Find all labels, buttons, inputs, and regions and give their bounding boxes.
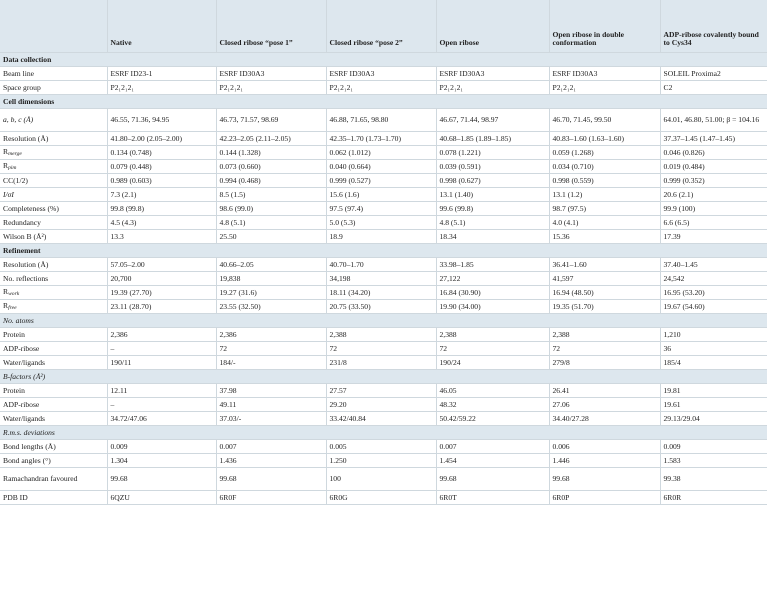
table-cell: 37.98	[216, 384, 326, 398]
table-cell: 26.41	[549, 384, 660, 398]
table-cell: 2,388	[436, 328, 549, 342]
table-cell: 36.41–1.60	[549, 258, 660, 272]
table-cell: 40.83–1.60 (1.63–1.60)	[549, 132, 660, 146]
table-cell: ESRF ID30A3	[436, 67, 549, 81]
table-cell: 34,198	[326, 272, 436, 286]
table-cell: 13.3	[107, 230, 216, 244]
column-header: Open ribose in double conformation	[549, 0, 660, 53]
table-cell: 20.75 (33.50)	[326, 300, 436, 314]
row-label-text: R	[3, 286, 9, 296]
table-cell: 46.70, 71.45, 99.50	[549, 109, 660, 132]
row-label-subscript: free	[8, 304, 17, 311]
table-cell: 7.3 (2.1)	[107, 188, 216, 202]
row-label-subscript: merge	[8, 150, 22, 157]
row-label	[0, 109, 107, 132]
table-cell: 0.034 (0.710)	[549, 160, 660, 174]
table-cell: 20.6 (2.1)	[660, 188, 767, 202]
table-cell: 4.8 (5.1)	[436, 216, 549, 230]
table-cell: 19.67 (54.60)	[660, 300, 767, 314]
table-cell: 99.38	[660, 468, 767, 491]
section-header-row	[0, 370, 767, 384]
row-label-text: Space group	[3, 82, 41, 92]
table-cell: –	[107, 342, 216, 356]
table-cell: 1.304	[107, 454, 216, 468]
section-header-row	[0, 53, 767, 67]
table-cell: ESRF ID30A3	[326, 67, 436, 81]
table-cell: 1.436	[216, 454, 326, 468]
row-label	[0, 188, 107, 202]
table-cell: 25.50	[216, 230, 326, 244]
table-cell: 0.994 (0.468)	[216, 174, 326, 188]
table-cell: 0.078 (1.221)	[436, 146, 549, 160]
table-cell: 190/24	[436, 356, 549, 370]
table-cell: 6R0G	[326, 491, 436, 505]
table-cell: SOLEIL Proxima2	[660, 67, 767, 81]
section-title: B-factors (Å²)	[0, 370, 767, 384]
table-row	[0, 491, 767, 505]
table-row	[0, 202, 767, 216]
table-row	[0, 300, 767, 314]
table-row	[0, 342, 767, 356]
table-cell: 18.34	[436, 230, 549, 244]
table-cell: 2,386	[216, 328, 326, 342]
table-cell: P2₁2₁2₁	[216, 81, 326, 95]
table-cell: 37.40–1.45	[660, 258, 767, 272]
table-cell: 6R0F	[216, 491, 326, 505]
table-cell: 19.35 (51.70)	[549, 300, 660, 314]
table-cell: 0.144 (1.328)	[216, 146, 326, 160]
table-row	[0, 109, 767, 132]
table-cell: 15.6 (1.6)	[326, 188, 436, 202]
table-cell: 1,210	[660, 328, 767, 342]
table-cell: 36	[660, 342, 767, 356]
table-row	[0, 160, 767, 174]
table-cell: 27,122	[436, 272, 549, 286]
table-row	[0, 412, 767, 426]
table-cell: 18.11 (34.20)	[326, 286, 436, 300]
table-cell: 19.61	[660, 398, 767, 412]
row-label	[0, 300, 107, 314]
table-cell: 46.67, 71.44, 98.97	[436, 109, 549, 132]
table-cell: ESRF ID30A3	[549, 67, 660, 81]
table-cell: 185/4	[660, 356, 767, 370]
section-header-row	[0, 426, 767, 440]
table-cell: 16.95 (53.20)	[660, 286, 767, 300]
table-cell: 20,700	[107, 272, 216, 286]
row-label-text: R	[3, 160, 9, 170]
table-cell: 98.6 (99.0)	[216, 202, 326, 216]
table-cell: 34.40/27.28	[549, 412, 660, 426]
table-row	[0, 67, 767, 81]
table-cell: 48.32	[436, 398, 549, 412]
table-cell: 42.35–1.70 (1.73–1.70)	[326, 132, 436, 146]
table-cell: 23.11 (28.70)	[107, 300, 216, 314]
row-label	[0, 272, 107, 286]
table-cell: 231/8	[326, 356, 436, 370]
table-cell: 0.079 (0.448)	[107, 160, 216, 174]
table-row	[0, 216, 767, 230]
table-cell: 42.23–2.05 (2.11–2.05)	[216, 132, 326, 146]
table-cell: 0.999 (0.527)	[326, 174, 436, 188]
row-label	[0, 342, 107, 356]
table-cell: 8.5 (1.5)	[216, 188, 326, 202]
table-cell: 0.005	[326, 440, 436, 454]
row-label	[0, 216, 107, 230]
table-cell: 72	[549, 342, 660, 356]
table-cell: 46.55, 71.36, 94.95	[107, 109, 216, 132]
table-cell: 0.046 (0.826)	[660, 146, 767, 160]
table-row	[0, 146, 767, 160]
table-cell: 0.009	[107, 440, 216, 454]
row-label-text: Bond angles (°)	[3, 455, 51, 465]
column-header: ADP-ribose covalently bound to Cys34	[660, 0, 767, 53]
table-cell: 6.6 (6.5)	[660, 216, 767, 230]
row-label	[0, 132, 107, 146]
row-label-text: R	[3, 146, 9, 156]
row-label-text: Beam line	[3, 68, 34, 78]
row-label-text: Resolution (Å)	[3, 259, 49, 269]
table-cell: 6R0T	[436, 491, 549, 505]
table-cell: 2,388	[326, 328, 436, 342]
table-cell: 1.583	[660, 454, 767, 468]
table-cell: 17.39	[660, 230, 767, 244]
table-cell: C2	[660, 81, 767, 95]
table-cell: 13.1 (1.40)	[436, 188, 549, 202]
row-label-text: Redundancy	[3, 217, 41, 227]
column-header: Closed ribose “pose 2”	[326, 0, 436, 53]
table-cell: 0.073 (0.660)	[216, 160, 326, 174]
table-cell: 46.88, 71.65, 98.80	[326, 109, 436, 132]
table-cell: 23.55 (32.50)	[216, 300, 326, 314]
table-cell: 184/-	[216, 356, 326, 370]
table-cell: –	[107, 398, 216, 412]
table-cell: 49.11	[216, 398, 326, 412]
table-cell: 19,838	[216, 272, 326, 286]
table-cell: 5.0 (5.3)	[326, 216, 436, 230]
table-row	[0, 230, 767, 244]
table-row	[0, 398, 767, 412]
table-cell: 99.68	[436, 468, 549, 491]
row-label	[0, 356, 107, 370]
table-cell: 0.059 (1.268)	[549, 146, 660, 160]
table-cell: 41.80–2.00 (2.05–2.00)	[107, 132, 216, 146]
table-cell: 19.90 (34.00)	[436, 300, 549, 314]
row-label-text: Wilson B (Å²)	[3, 231, 47, 241]
table-row	[0, 468, 767, 491]
row-label-text: Completeness (%)	[3, 203, 59, 213]
row-label	[0, 328, 107, 342]
table-cell: 27.57	[326, 384, 436, 398]
table-cell: 19.39 (27.70)	[107, 286, 216, 300]
table-cell: 13.1 (1.2)	[549, 188, 660, 202]
table-cell: 40.70–1.70	[326, 258, 436, 272]
row-label-subscript: pim	[8, 164, 17, 171]
table-row	[0, 440, 767, 454]
column-header	[0, 0, 107, 53]
table-row	[0, 188, 767, 202]
table-cell: 4.0 (4.1)	[549, 216, 660, 230]
row-label-subscript: work	[8, 290, 20, 297]
table-cell: 0.019 (0.484)	[660, 160, 767, 174]
table-cell: 0.006	[549, 440, 660, 454]
table-cell: 33.42/40.84	[326, 412, 436, 426]
table-cell: 6R0P	[549, 491, 660, 505]
table-cell: 0.998 (0.627)	[436, 174, 549, 188]
table-cell: 18.9	[326, 230, 436, 244]
row-label	[0, 454, 107, 468]
table-cell: 12.11	[107, 384, 216, 398]
table-cell: 190/11	[107, 356, 216, 370]
row-label	[0, 258, 107, 272]
table-cell: 4.5 (4.3)	[107, 216, 216, 230]
row-label-text: Protein	[3, 329, 25, 339]
row-label-text: PDB ID	[3, 492, 28, 502]
table-cell: P2₁2₁2₁	[436, 81, 549, 95]
section-title: No. atoms	[0, 314, 767, 328]
table-cell: 99.9 (100)	[660, 202, 767, 216]
table-cell: 41,597	[549, 272, 660, 286]
row-label	[0, 468, 107, 491]
table-cell: 0.007	[216, 440, 326, 454]
table-cell: P2₁2₁2₁	[326, 81, 436, 95]
table-cell: 279/8	[549, 356, 660, 370]
row-label	[0, 412, 107, 426]
table-cell: 72	[326, 342, 436, 356]
column-header: Closed ribose “pose 1”	[216, 0, 326, 53]
row-label-text: R	[3, 300, 9, 310]
table-cell: 0.039 (0.591)	[436, 160, 549, 174]
column-header: Native	[107, 0, 216, 53]
table-cell: 29.13/29.04	[660, 412, 767, 426]
column-header: Open ribose	[436, 0, 549, 53]
table-row	[0, 286, 767, 300]
row-label-text: ADP-ribose	[3, 343, 40, 353]
table-cell: 40.68–1.85 (1.89–1.85)	[436, 132, 549, 146]
table-row	[0, 328, 767, 342]
row-label-text: Ramachandran favoured	[3, 473, 78, 483]
table-cell: 16.84 (30.90)	[436, 286, 549, 300]
table-cell: 99.68	[549, 468, 660, 491]
table-cell: 34.72/47.06	[107, 412, 216, 426]
row-label	[0, 202, 107, 216]
table-cell: 33.98–1.85	[436, 258, 549, 272]
section-title: Refinement	[0, 244, 767, 258]
row-label-text: Water/ligands	[3, 357, 45, 367]
table-cell: ESRF ID30A3	[216, 67, 326, 81]
table-row	[0, 174, 767, 188]
table-row	[0, 454, 767, 468]
table-cell: 46.73, 71.57, 98.69	[216, 109, 326, 132]
row-label	[0, 384, 107, 398]
table-cell: ESRF ID23-1	[107, 67, 216, 81]
table-cell: 0.062 (1.012)	[326, 146, 436, 160]
table-cell: 15.36	[549, 230, 660, 244]
table-cell: 1.250	[326, 454, 436, 468]
table-cell: 1.454	[436, 454, 549, 468]
table-cell: 98.7 (97.5)	[549, 202, 660, 216]
table-cell: 99.6 (99.8)	[436, 202, 549, 216]
row-label	[0, 398, 107, 412]
row-label	[0, 174, 107, 188]
row-label-text: a, b, c (Å)	[3, 114, 34, 124]
table-cell: 0.999 (0.352)	[660, 174, 767, 188]
table-cell: 29.20	[326, 398, 436, 412]
table-cell: 37.37–1.45 (1.47–1.45)	[660, 132, 767, 146]
table-cell: 19.27 (31.6)	[216, 286, 326, 300]
row-label	[0, 491, 107, 505]
row-label-text: Bond lengths (Å)	[3, 441, 56, 451]
section-title: R.m.s. deviations	[0, 426, 767, 440]
table-cell: 37.03/-	[216, 412, 326, 426]
table-row	[0, 272, 767, 286]
table-cell: 64.01, 46.80, 51.00; β = 104.16	[660, 109, 767, 132]
table-row	[0, 384, 767, 398]
table-body	[0, 53, 767, 505]
row-label-text: Protein	[3, 385, 25, 395]
table-cell: 0.989 (0.603)	[107, 174, 216, 188]
table-cell: 99.68	[107, 468, 216, 491]
table-cell: 99.68	[216, 468, 326, 491]
table-cell: 19.81	[660, 384, 767, 398]
table-cell: 0.134 (0.748)	[107, 146, 216, 160]
table-cell: 6R0R	[660, 491, 767, 505]
table-cell: P2₁2₁2₁	[107, 81, 216, 95]
section-header-row	[0, 95, 767, 109]
row-label	[0, 230, 107, 244]
table-cell: 16.94 (48.50)	[549, 286, 660, 300]
table-cell: 4.8 (5.1)	[216, 216, 326, 230]
section-title: Cell dimensions	[0, 95, 767, 109]
table-cell: 40.66–2.05	[216, 258, 326, 272]
row-label-text: Resolution (Å)	[3, 133, 49, 143]
section-header-row	[0, 244, 767, 258]
table-cell: 72	[216, 342, 326, 356]
table-cell: 1.446	[549, 454, 660, 468]
table-row	[0, 132, 767, 146]
table-cell: 0.040 (0.664)	[326, 160, 436, 174]
table-cell: 2,388	[549, 328, 660, 342]
table-cell: 46.05	[436, 384, 549, 398]
row-label	[0, 440, 107, 454]
table-cell: 6QZU	[107, 491, 216, 505]
section-title: Data collection	[0, 53, 767, 67]
table-row	[0, 81, 767, 95]
table-cell: 100	[326, 468, 436, 491]
section-header-row	[0, 314, 767, 328]
row-label-text: I/σI	[3, 189, 14, 199]
table-cell: 0.007	[436, 440, 549, 454]
row-label	[0, 286, 107, 300]
table-row	[0, 356, 767, 370]
table-cell: 50.42/59.22	[436, 412, 549, 426]
row-label	[0, 81, 107, 95]
table-cell: 27.06	[549, 398, 660, 412]
row-label-text: CC(1/2)	[3, 175, 28, 185]
row-label-text: No. reflections	[3, 273, 49, 283]
table-cell: 0.009	[660, 440, 767, 454]
header-row	[0, 0, 767, 53]
table-cell: 99.8 (99.8)	[107, 202, 216, 216]
table-cell: 57.05–2.00	[107, 258, 216, 272]
row-label	[0, 160, 107, 174]
row-label-text: ADP-ribose	[3, 399, 40, 409]
row-label	[0, 146, 107, 160]
table-cell: 24,542	[660, 272, 767, 286]
row-label	[0, 67, 107, 81]
table-row	[0, 258, 767, 272]
table-cell: 0.998 (0.559)	[549, 174, 660, 188]
table-cell: 97.5 (97.4)	[326, 202, 436, 216]
row-label-text: Water/ligands	[3, 413, 45, 423]
table-cell: P2₁2₁2₁	[549, 81, 660, 95]
table-cell: 2,386	[107, 328, 216, 342]
table-cell: 72	[436, 342, 549, 356]
